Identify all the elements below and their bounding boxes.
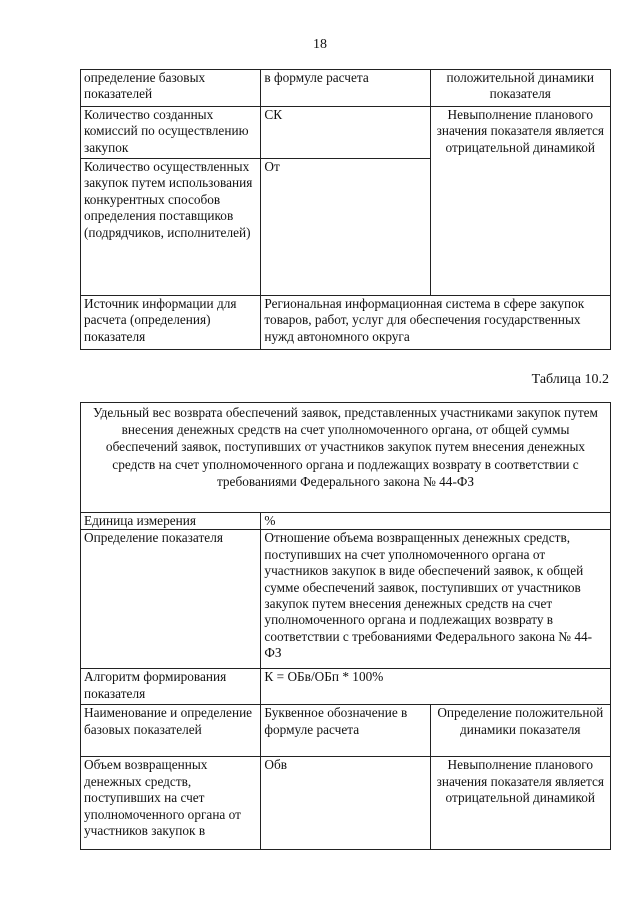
table-cell: Обв bbox=[261, 757, 430, 850]
table-title-row bbox=[81, 403, 611, 513]
table-row bbox=[81, 107, 611, 159]
table-cell: определение базовых показателей bbox=[81, 70, 261, 107]
table-cell: Невыполнение планового значения показателя является отрицательной динамикой bbox=[430, 107, 610, 296]
indicator-table-10-2 bbox=[80, 402, 611, 850]
page-number: 18 bbox=[313, 37, 327, 52]
table-cell: Определение показателя bbox=[81, 530, 261, 669]
table-cell: Определение положительной динамики показателя bbox=[430, 705, 610, 757]
table-cell: Региональная информационная система в сфере закупок товаров, работ, услуг для обеспечения государственных нужд автономного округа bbox=[261, 296, 611, 350]
table-title: Удельный вес возврата обеспечений заявок, представленных участниками закупок путем внесения денежных средств на счет уполномоченного органа, от общей суммы обеспечений заявок, поступивших от участников закупок путем внесения денежных средств на счет уполномоченного органа и подлежащих возврату в соответствии с требованиями Федерального закона № 44-ФЗ bbox=[81, 403, 611, 513]
table-cell: Количество созданных комиссий по осуществлению закупок bbox=[81, 107, 261, 159]
table-row bbox=[81, 70, 611, 107]
table-cell: Буквенное обозначение в формуле расчета bbox=[261, 705, 430, 757]
indicator-table-continued bbox=[80, 69, 611, 350]
table-cell: Единица измерения bbox=[81, 513, 261, 530]
table-cell: Отношение объема возвращенных денежных средств, поступивших на счет уполномоченного органа от участников закупок в виде обеспечений заявок, к общей сумме обеспечений заявок, поступивших от участников закупок путем внесения денежных средств на счет уполномоченного органа и подлежащих возврату в соответствии с требованиями Федерального закона № 44-ФЗ bbox=[261, 530, 611, 669]
table-row bbox=[81, 757, 611, 850]
table-cell: От bbox=[261, 159, 430, 296]
table-cell: % bbox=[261, 513, 611, 530]
table-cell: Алгоритм формирования показателя bbox=[81, 669, 261, 705]
table-cell: Объем возвращенных денежных средств, поступивших на счет уполномоченного органа от участников закупок в bbox=[81, 757, 261, 850]
table-cell: СК bbox=[261, 107, 430, 159]
table-row bbox=[81, 513, 611, 530]
table-cell: Источник информации для расчета (определения) показателя bbox=[81, 296, 261, 350]
table-cell: Количество осуществленных закупок путем использования конкурентных способов определения поставщиков (подрядчиков, исполнителей) bbox=[81, 159, 261, 296]
table-row bbox=[81, 669, 611, 705]
table-cell: Невыполнение планового значения показателя является отрицательной динамикой bbox=[430, 757, 610, 850]
table-caption: Таблица 10.2 bbox=[531, 372, 609, 387]
table-header-row bbox=[81, 705, 611, 757]
table-row bbox=[81, 296, 611, 350]
table-cell: положительной динамики показателя bbox=[430, 70, 610, 107]
table-row bbox=[81, 530, 611, 669]
table-cell: Наименование и определение базовых показателей bbox=[81, 705, 261, 757]
table-cell: К = ОБв/ОБп * 100% bbox=[261, 669, 611, 705]
table-cell: в формуле расчета bbox=[261, 70, 430, 107]
